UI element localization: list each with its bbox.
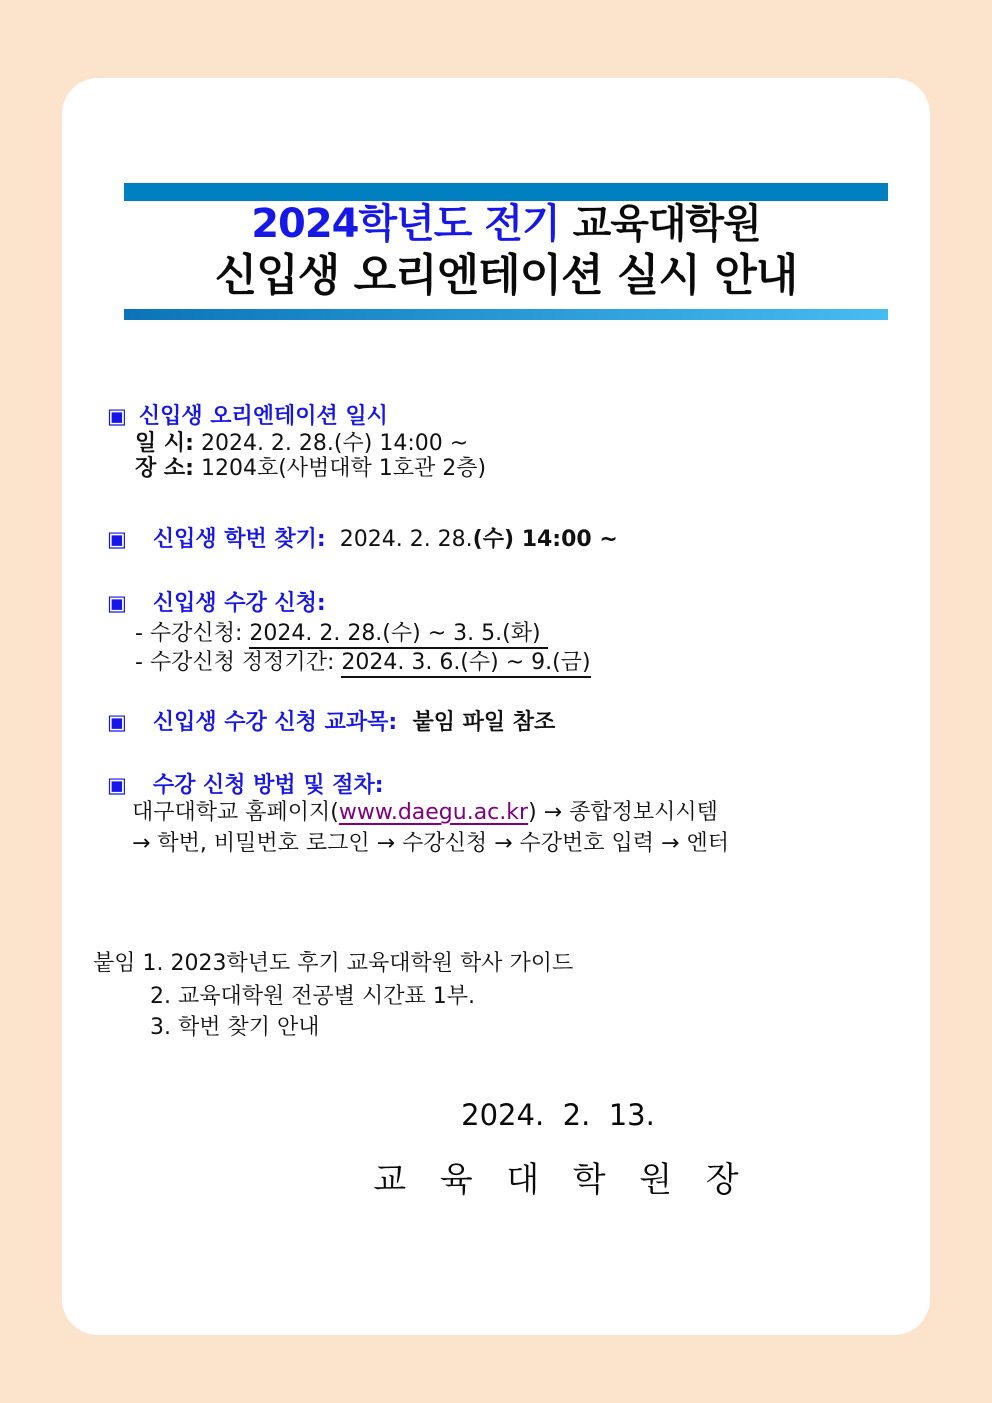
signature-dean-of-graduate-school: 교 육 대 학 원 장 [373, 1160, 743, 1200]
courses-value: 붙임 파일 참조 [397, 710, 556, 735]
document-title-line2: 신입생 오리엔테이션 실시 안내 [214, 250, 798, 301]
square-bullet-icon: ▣ [107, 404, 127, 428]
title-school-text: 교육대학원 [559, 201, 761, 247]
square-bullet-icon: ▣ [107, 710, 127, 734]
method-line1-prefix: 대구대학교 홈페이지( [132, 800, 339, 825]
section-courses [107, 709, 555, 736]
method-step-line1 [132, 799, 718, 826]
section-student-id-heading-text: 신입생 학번 찾기: [152, 527, 326, 552]
method-line1-suffix: ) → 종합정보시시템 [528, 800, 718, 825]
registration-period-row [135, 620, 548, 647]
datetime-label: 일 시: [135, 431, 194, 456]
title-term-text: 2024학년도 전기 [251, 201, 560, 247]
student-id-date: 2024. 2. 28. [325, 527, 473, 552]
document-title-line1 [124, 200, 888, 248]
daegu-homepage-link[interactable]: www.daegu.ac.kr [338, 800, 529, 825]
square-bullet-icon: ▣ [107, 773, 127, 797]
registration-period-dates: 2024. 2. 28.(수) ~ 3. 5.(화) [249, 621, 547, 649]
attachment-line-3: 3. 학번 찾기 안내 [150, 1015, 320, 1040]
square-bullet-icon: ▣ [107, 527, 127, 551]
orientation-datetime-row [135, 430, 468, 457]
attachment-line-2: 2. 교육대학원 전공별 시간표 1부. [150, 984, 475, 1009]
section-orientation-heading [107, 403, 388, 430]
place-value: 1204호(사범대학 1호관 2층) [193, 456, 487, 481]
issue-date: 2024. 2. 13. [461, 1098, 655, 1132]
section-method-heading [107, 772, 384, 799]
orientation-place-row [135, 455, 486, 482]
place-label: 장 소: [135, 456, 194, 481]
section-courses-heading-text: 신입생 수강 신청 교과목: [152, 710, 398, 735]
document-card [62, 78, 930, 1335]
section-student-id [107, 526, 618, 553]
header-top-bar [124, 183, 888, 201]
registration-period-label: - 수강신청: [135, 621, 250, 646]
section-method-heading-text: 수강 신청 방법 및 절차: [152, 773, 384, 798]
registration-correction-label: - 수강신청 정정기간: [135, 650, 342, 675]
registration-correction-dates: 2024. 3. 6.(수) ~ 9.(금) [341, 650, 590, 678]
header-gradient-bar [124, 309, 888, 320]
method-step-line2: → 학번, 비밀번호 로그인 → 수강신청 → 수강번호 입력 → 엔터 [132, 831, 729, 856]
datetime-value: 2024. 2. 28.(수) 14:00 ~ [193, 431, 469, 456]
section-orientation-heading-text: 신입생 오리엔테이션 일시 [138, 404, 388, 429]
registration-correction-row [135, 649, 591, 676]
student-id-time: (수) 14:00 ~ [472, 527, 618, 552]
section-registration-heading [107, 590, 326, 617]
section-registration-heading-text: 신입생 수강 신청: [152, 591, 326, 616]
square-bullet-icon: ▣ [107, 591, 127, 615]
attachment-line-1: 붙임 1. 2023학년도 후기 교육대학원 학사 가이드 [93, 951, 574, 976]
